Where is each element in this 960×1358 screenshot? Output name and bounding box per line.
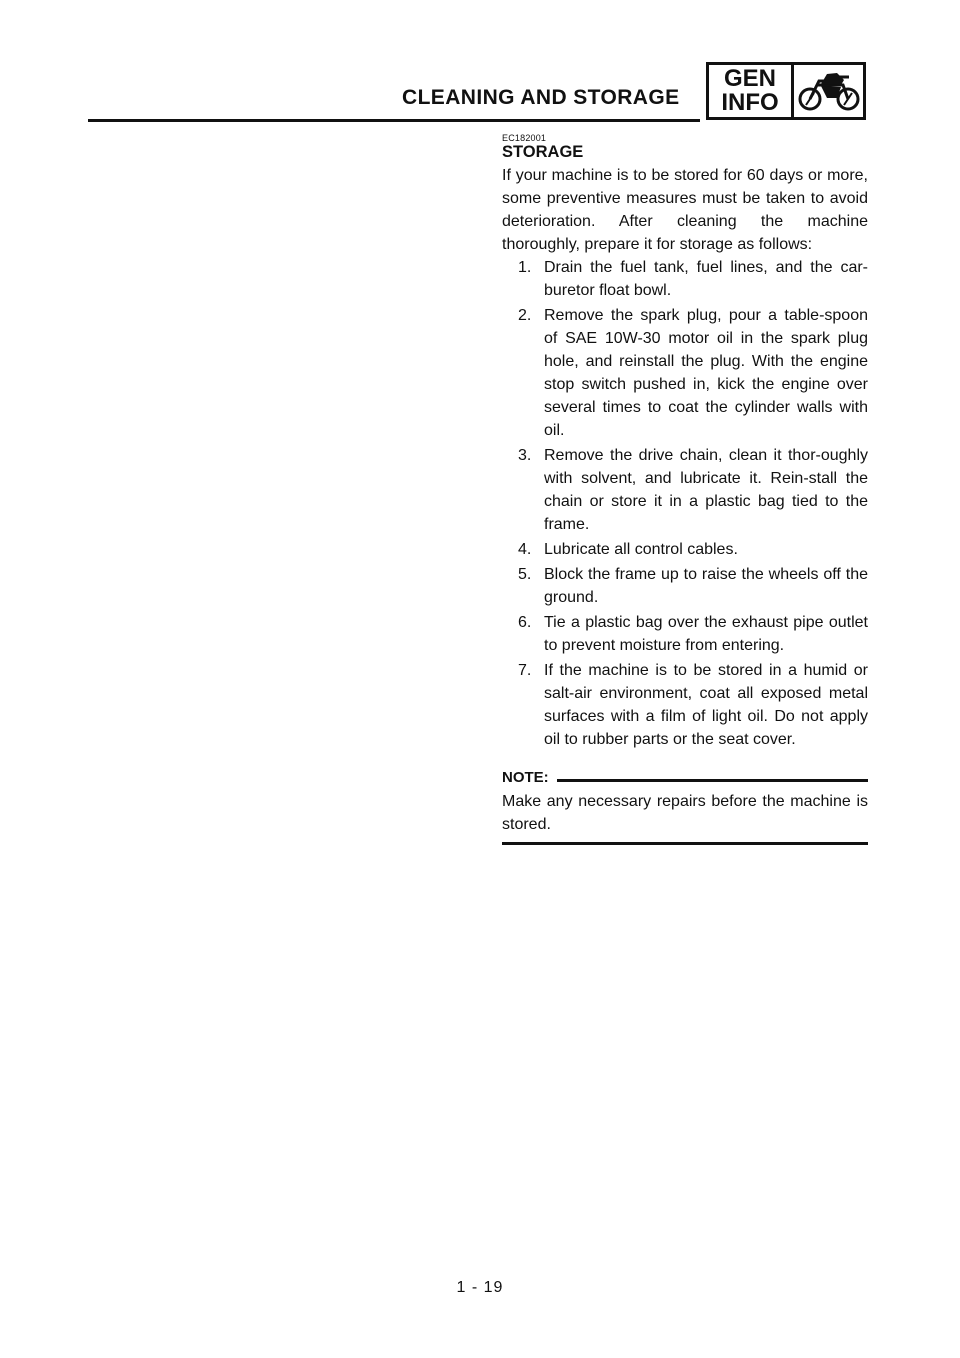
note-text: Make any necessary repairs before the machine is stored.	[502, 793, 868, 833]
step-number: 1.	[518, 259, 532, 276]
step-text: Remove the drive chain, clean it thor-oughly with solvent, and lubricate it. Rein-stall the chain or store it in a plastic bag tied to the frame.	[544, 447, 868, 533]
step-item	[502, 611, 868, 657]
step-item	[502, 256, 868, 302]
step-text: Lubricate all control cables.	[544, 541, 738, 558]
step-item	[502, 538, 868, 561]
step-text: Drain the fuel tank, fuel lines, and the car-buretor float bowl.	[544, 259, 868, 299]
step-number: 3.	[518, 447, 532, 464]
header-rule	[88, 119, 700, 122]
section-title: STORAGE	[502, 143, 584, 161]
section-code: EC182001	[502, 133, 547, 143]
step-number: 7.	[518, 662, 532, 679]
badge-line-2: INFO	[721, 89, 779, 116]
step-number: 4.	[518, 541, 532, 558]
step-item	[502, 563, 868, 609]
motorcycle-icon	[794, 65, 863, 117]
step-text: Remove the spark plug, pour a table-spoon of SAE 10W-30 motor oil in the spark plug hole, and reinstall the plug. With the engine stop switch pushed in, kick the engine over several times to coat the cylinder walls with oil.	[544, 307, 868, 439]
header-title: CLEANING AND STORAGE	[402, 86, 680, 109]
step-number: 6.	[518, 614, 532, 631]
step-item	[502, 659, 868, 751]
badge-line-1: GEN	[723, 65, 776, 92]
note-box	[502, 768, 868, 845]
step-number: 2.	[518, 307, 532, 324]
note-label: NOTE:	[502, 769, 549, 786]
note-end-rule	[502, 842, 868, 845]
step-number: 5.	[518, 566, 532, 583]
step-text: Tie a plastic bag over the exhaust pipe outlet to prevent moisture from entering.	[544, 614, 868, 654]
step-text: Block the frame up to raise the wheels off the ground.	[544, 566, 868, 606]
page-number: 1 - 19	[456, 1279, 504, 1296]
step-text: If the machine is to be stored in a humid or salt-air environment, coat all exposed metal surfaces with a film of light oil. Do not apply oil to rubber parts or the seat cover.	[544, 662, 868, 748]
section-intro: If your machine is to be stored for 60 days or more, some preventive measures must be taken to avoid deterioration. After cleaning the machine thoroughly, prepare it for storage as follows:	[502, 167, 868, 253]
storage-section	[502, 133, 868, 845]
step-item	[502, 304, 868, 442]
section-badge	[706, 62, 866, 120]
badge-label	[709, 65, 794, 117]
storage-steps	[502, 256, 868, 751]
step-item	[502, 444, 868, 536]
note-rule	[557, 779, 868, 782]
note-header	[502, 768, 868, 788]
